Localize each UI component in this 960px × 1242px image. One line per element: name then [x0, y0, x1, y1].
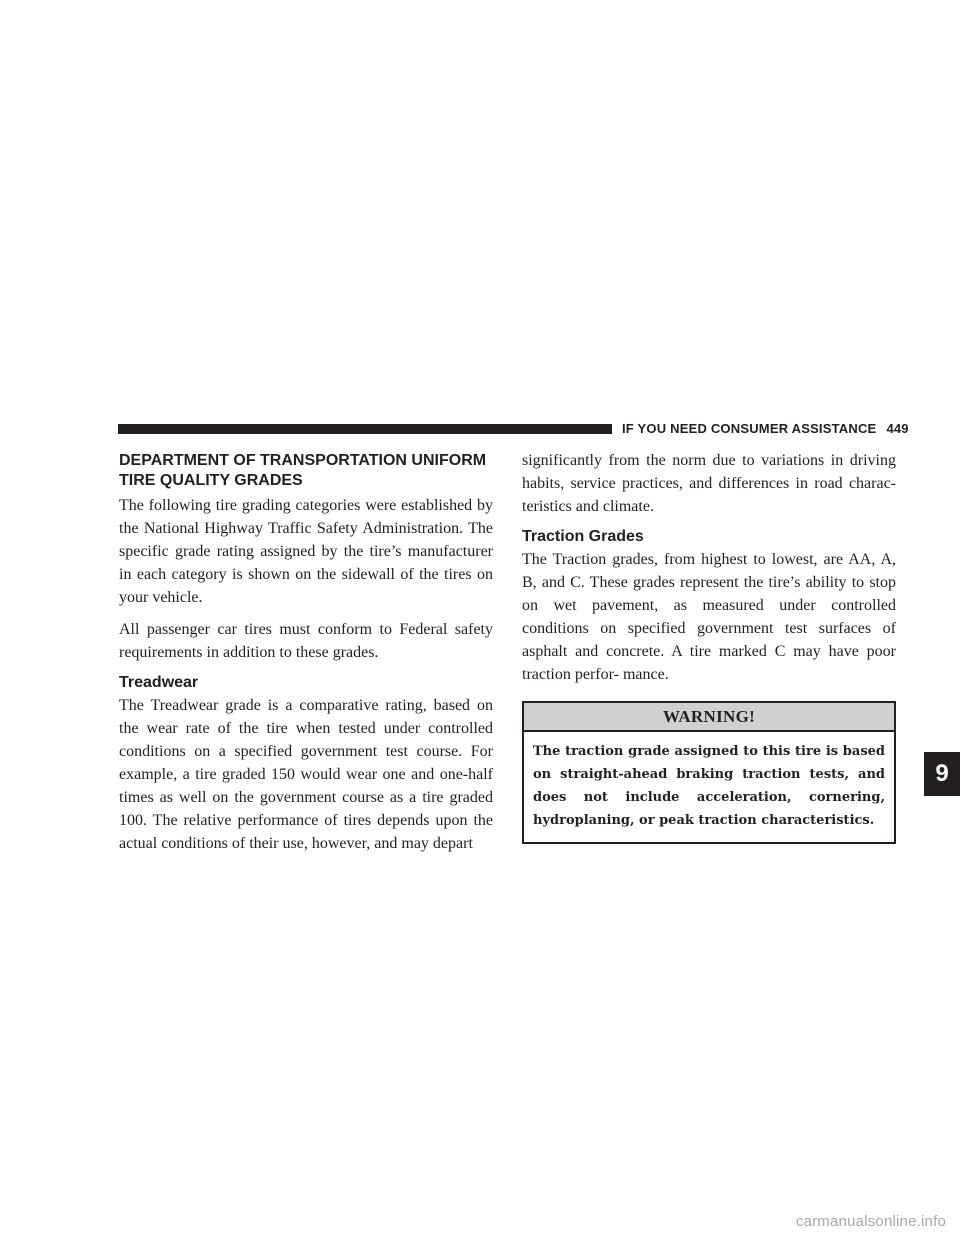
running-header [622, 421, 909, 436]
warning-body: The traction grade assigned to this tire is based on straight-ahead braking traction tests, and does not include acceleration, cornering, hydroplaning, or peak traction characteristics. [533, 744, 885, 828]
traction-paragraph: The Traction grades, from highest to lowest, are AA, A, B, and C. These grades represent the tire’s ability to stop on wet pavement, as measured under controlled conditions on specified government test surfaces of asphalt and concrete. A tire marked C may have poor traction perfor- mance. [522, 551, 896, 683]
page-number: 449 [886, 421, 909, 436]
section-title: IF YOU NEED CONSUMER ASSISTANCE [622, 421, 877, 436]
right-column [522, 449, 896, 844]
left-column [119, 449, 493, 864]
intro-paragraph: The following tire grading categories were established by the National Highway Traffic Safety Administration. The specific grade rating assigned by the tire’s manufacturer in each category is shown on the sidewall of the tires on your vehicle. [119, 497, 493, 606]
traction-heading: Traction Grades [522, 528, 644, 545]
treadwear-heading: Treadwear [119, 674, 199, 691]
chapter-tab: 9 [924, 752, 960, 796]
watermark: carmanualsonline.info [795, 1213, 946, 1230]
warning-title: WARNING! [524, 703, 894, 732]
header-rule [118, 424, 612, 434]
treadwear-paragraph: The Treadwear grade is a comparative rating, based on the wear rate of the tire when tested under controlled conditions on a specified government test course. For example, a tire graded 150 would wear one and one-half times as well on the government course as a tire graded 100. The relative performance of tires depends upon the actual conditions of their use, however, and may depart [119, 697, 493, 852]
main-heading: DEPARTMENT OF TRANSPORTATION UNIFORM TIRE QUALITY GRADES [119, 452, 487, 489]
warning-box [522, 701, 896, 844]
conformance-paragraph: All passenger car tires must conform to Federal safety requirements in addition to these grades. [119, 621, 493, 661]
continued-paragraph: significantly from the norm due to variations in driving habits, service practices, and differences in road charac- teristics and climate. [522, 452, 896, 515]
